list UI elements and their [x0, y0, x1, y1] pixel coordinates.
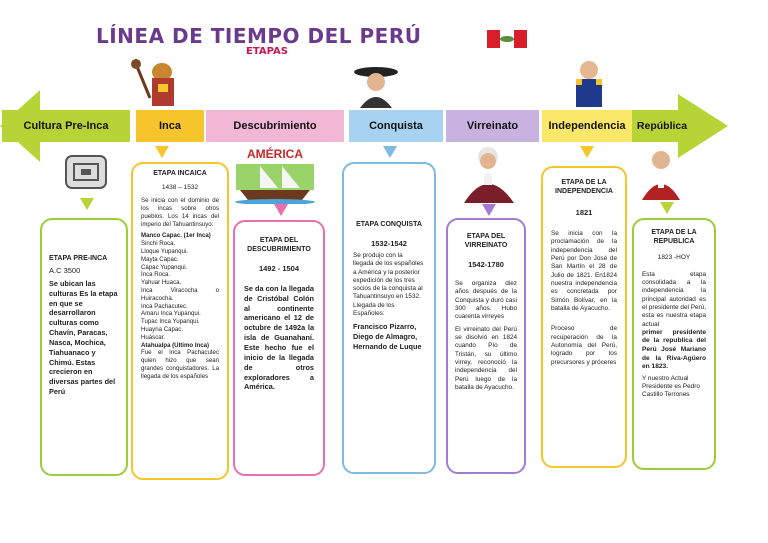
card-p2: Proceso de recuperación de la Autonomía del Perú, logrado por los precursores y próceres: [551, 325, 617, 366]
card-title: ETAPA DE LA INDEPENDENCIA: [555, 179, 613, 196]
card-title: ETAPA DE LA REPUBLICA: [651, 229, 697, 246]
band-inca: Inca: [136, 110, 204, 142]
columbus-ships-illustration: [230, 146, 320, 204]
arrow-pre-inca: [80, 198, 94, 210]
card-date: 1438 – 1532: [161, 183, 199, 191]
card-body: Se produjo con la llegada de los españoles a América y la posterior expedición de los tres socios de la conquista al Tahuantinsuyo en 1532. Llegada de los Españoles:: [353, 251, 424, 318]
list-item: Yahuar Huaca.: [141, 279, 182, 287]
band-cultura-pre-inca: Cultura Pre-Inca: [2, 110, 130, 142]
list-item: Inca Roca.: [141, 271, 171, 279]
card-descubrimiento: [233, 220, 325, 476]
list-item: Amaru Inca Yupanqui.: [141, 310, 201, 318]
card-date: A.C 3500: [49, 266, 81, 276]
arrow-conquista: [383, 146, 397, 158]
list-item: Sinchi Roca.: [141, 240, 176, 248]
band-virreinato: Virreinato: [446, 110, 539, 142]
card-date: 1821: [575, 208, 593, 218]
card-title: ETAPA INCAICA: [153, 170, 207, 177]
card-p2: Y nuestro Actual Presidente es Pedro Castillo Terrones: [642, 374, 700, 399]
inca-warrior-illustration: [128, 58, 198, 110]
arrow-republica: [660, 202, 674, 214]
band-republica: República: [636, 120, 688, 132]
card-date: 1542-1780: [468, 260, 504, 270]
card-p1: Se organiza diez años después de la Conquista y duró casi 300 años. Hubo cuarenta virreyes: [455, 279, 517, 321]
card-names: Francisco Pizarro, Diego de Almagro, Hernando de Luque: [353, 322, 422, 352]
list-item: Atahualpa (Ultimo Inca): [141, 341, 210, 349]
page-subtitle: ETAPAS: [246, 46, 288, 57]
list-item: Cápac Yupanqui.: [141, 263, 188, 271]
card-date: 1532-1542: [371, 239, 407, 249]
card-title: ETAPA PRE-INCA: [49, 255, 108, 262]
viceroy-portrait: [458, 143, 520, 203]
card-outro: Fue el Inca Pachacutec quien hizo que sean grandes conquistadores. La llegada de los españoles: [141, 349, 219, 380]
card-conquista: [342, 162, 436, 474]
san-martin-portrait: [566, 56, 612, 108]
list-item: Tupac Inca Yupanqui.: [141, 318, 200, 326]
list-item: Huáscar.: [141, 333, 166, 341]
arrow-inca: [155, 146, 169, 158]
list-item: Manco Capac. (1er Inca): [141, 232, 211, 240]
riva-aguero-portrait: [638, 146, 684, 200]
conquistador-portrait: [346, 64, 406, 108]
arrow-independencia: [580, 146, 594, 158]
card-body: Se ubican las culturas Es la etapa en que se desarrollaron culturas como Chavín, Paracas, Nasca, Mochica, Tiahuanaco y Chimú. Estas crecieron en diversas partes del Perú: [49, 278, 118, 397]
card-republica: [632, 218, 716, 470]
card-p1: Esta etapa consolidada a la independencia la principal autoridad es el presidente del Perú, esta es nuestra etapa actual: [642, 270, 706, 328]
pre-inca-ceramic-illustration: [58, 152, 114, 192]
card-p1: Se inicia con la proclamación de la independencia del Perú por Don José de San Martín el 28 de Julio de 1821. En1824 nuestra independencia es concretada por Simón Bolívar, en la batalla de Ayacucho.: [551, 229, 617, 312]
card-independencia: [541, 166, 627, 468]
card-title: ETAPA CONQUISTA: [356, 221, 422, 228]
arrow-descubrimiento: [274, 204, 288, 216]
list-item: Inca Pachacutec.: [141, 302, 188, 310]
card-virreinato: [446, 218, 526, 474]
list-item: Mayta Capac.: [141, 255, 179, 263]
card-inca: [131, 162, 229, 480]
list-item: Huayna Capac.: [141, 326, 184, 334]
list-item: Lloque Yupanqui.: [141, 248, 188, 256]
card-body: Se da con la llegada de Cristóbal Colón al continente americano el 12 de octubre de 1492a la isla de Guanahaní. Este hecho fue el inicio de la llegada de otros exploradores a América.: [244, 283, 314, 392]
card-title: ETAPA DEL DESCUBRIMIENTO: [247, 237, 311, 254]
band-conquista: Conquista: [349, 110, 443, 142]
card-bold: primer presidente de la republica del Perú José Mariano de la Riva-Agüero en 1823.: [642, 328, 706, 371]
band-independencia: Independencia: [542, 110, 632, 142]
card-title: ETAPA DEL VIRREINATO: [464, 233, 508, 250]
page-title: LÍNEA DE TIEMPO DEL PERÚ: [96, 24, 422, 48]
card-date: 1492 - 1504: [258, 264, 300, 274]
card-intro: Se inicia con el dominio de los incas sobre otros pueblos. Los 14 incas del imperio del Tahuantinsuyo:: [141, 197, 219, 228]
card-date: 1823 -HOY: [657, 254, 691, 262]
card-p2: El virreinato del Perú se disolvió en 1824 cuando Pío de Tristán, su último virrey, reconoció la independencia del Perú luego de la batalla de Ayacucho.: [455, 325, 517, 391]
list-item: Inca Viracocha o Huiracocha.: [141, 287, 219, 302]
card-pre-inca: [40, 218, 128, 476]
band-descubrimiento: Descubrimiento: [206, 110, 344, 142]
peru-flag-icon: [487, 30, 527, 48]
svg-text:AMÉRICA: AMÉRICA: [247, 147, 303, 161]
arrow-virreinato: [482, 204, 496, 216]
inca-list: [141, 232, 219, 349]
